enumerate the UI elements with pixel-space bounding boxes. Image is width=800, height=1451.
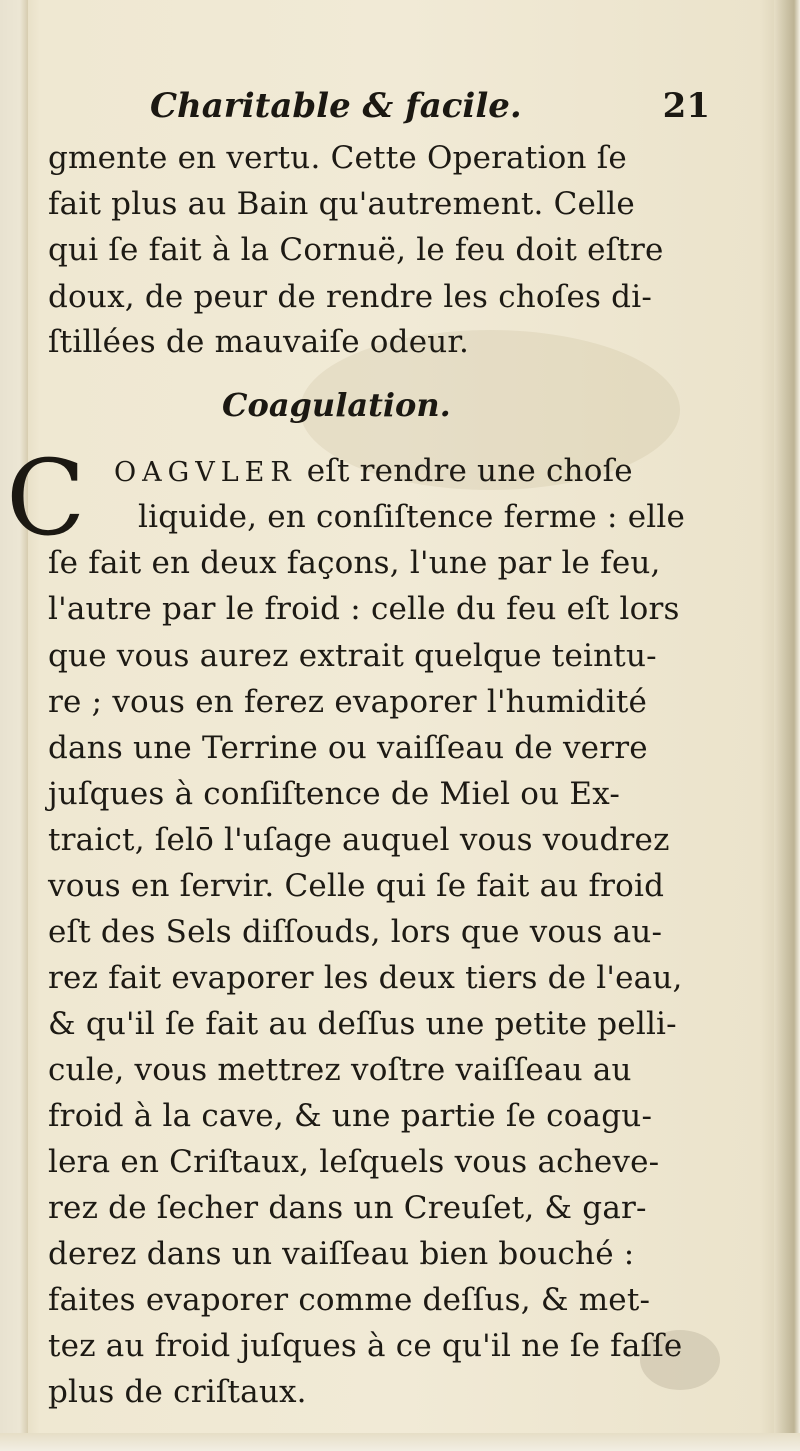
text-line: lera en Criſtaux, leſquels vous acheve- <box>48 1144 660 1180</box>
text-line: dans une Terrine ou vaiſſeau de verre <box>48 730 648 766</box>
text-line: ſtillées de mauvaiſe odeur. <box>48 324 470 360</box>
first-line-rest: eſt rendre une choſe <box>306 453 633 489</box>
text-line: traict, ſelō l'uſage auquel vous voudrez <box>48 822 670 858</box>
page-number: 21 <box>662 86 710 126</box>
text-line: vous en ſervir. Celle qui ſe fait au froid <box>48 868 665 904</box>
text-line: tez au froid juſques à ce qu'il ne ſe faſſe <box>48 1328 683 1364</box>
running-title: Charitable & facile. <box>150 86 522 126</box>
section-title: Coagulation. <box>222 386 451 424</box>
first-line <box>114 451 633 493</box>
text-line: juſques à conſiſtence de Miel ou Ex- <box>48 776 621 812</box>
text-line: plus de criſtaux. <box>48 1374 307 1410</box>
first-word: OAGVLER <box>114 457 297 488</box>
page-bottom-edge <box>0 1433 800 1451</box>
text-line: que vous aurez extrait quelque teintu- <box>48 638 657 674</box>
page-gutter-shadow <box>774 0 800 1451</box>
text-line: l'autre par le froid : celle du feu eſt lors <box>48 591 680 627</box>
text-line: qui ſe fait à la Cornuë, le feu doit eſtre <box>48 232 664 268</box>
text-line: rez de ſecher dans un Creuſet, & gar- <box>48 1190 647 1226</box>
text-line: faites evaporer comme deſſus, & met- <box>48 1282 651 1318</box>
page-left-margin <box>0 0 28 1451</box>
text-line: derez dans un vaiſſeau bien bouché : <box>48 1236 635 1272</box>
text-line: & qu'il ſe fait au deſſus une petite pelli- <box>48 1006 677 1042</box>
text-line: re ; vous en ferez evaporer l'humidité <box>48 684 648 720</box>
text-line: fait plus au Bain qu'autrement. Celle <box>48 186 635 222</box>
page-header <box>150 86 710 138</box>
drop-cap: C <box>6 437 86 559</box>
text-line: eſt des Sels diſſouds, lors que vous au- <box>48 914 663 950</box>
text-line: cule, vous mettrez voſtre vaiſſeau au <box>48 1052 632 1088</box>
text-line: froid à la cave, & une partie ſe coagu- <box>48 1098 653 1134</box>
text-line: rez fait evaporer les deux tiers de l'eau, <box>48 960 683 996</box>
text-line: doux, de peur de rendre les choſes di- <box>48 279 653 315</box>
text-line: liquide, en conſiſtence ferme : elle <box>138 499 686 535</box>
text-line: gmente en vertu. Cette Operation ſe <box>48 140 627 176</box>
text-line: ſe fait en deux façons, l'une par le feu, <box>48 545 661 581</box>
